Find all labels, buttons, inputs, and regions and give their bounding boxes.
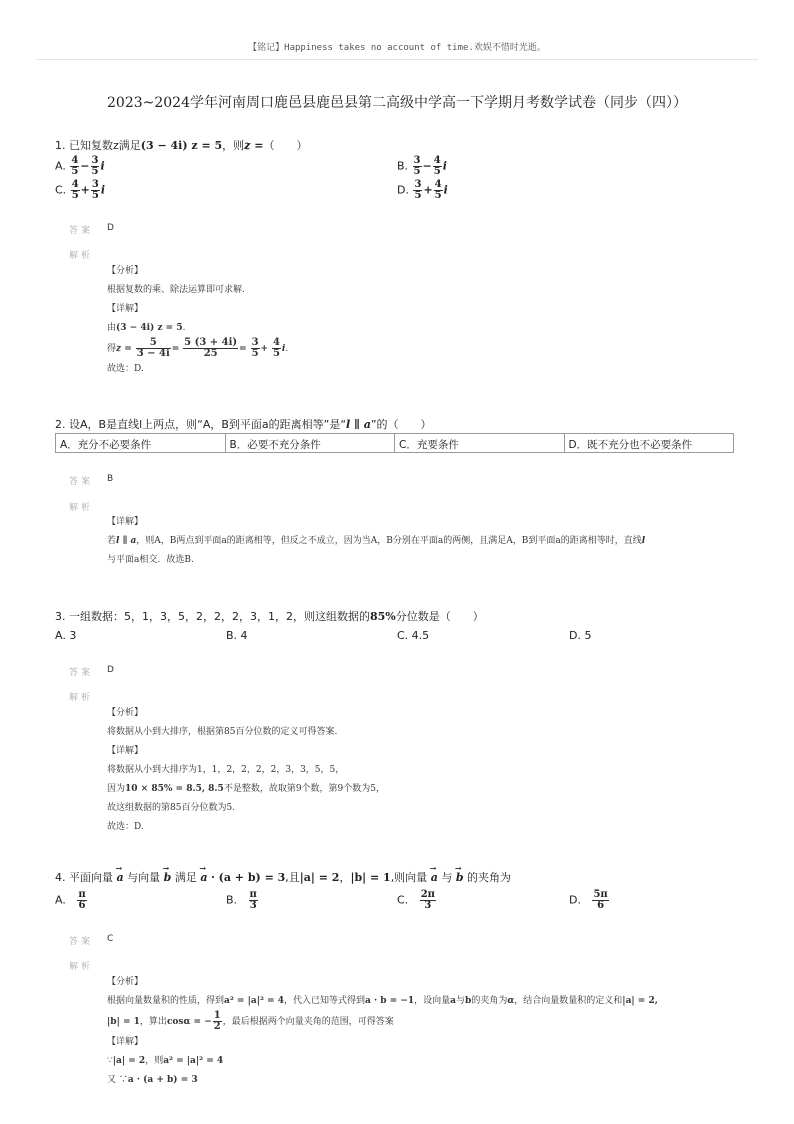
q4-option-c-frac: $\frac{2\pi}{3}$ bbox=[420, 889, 435, 911]
q4-abs-a: |a| = 2 bbox=[299, 871, 340, 884]
q1-analysis-body bbox=[107, 262, 727, 379]
q3-option-c[interactable]: C. 4.5 bbox=[397, 629, 430, 642]
q3-option-a[interactable]: A. 3 bbox=[55, 629, 77, 642]
q1-step-frac4: $\frac{4}{5}$ bbox=[272, 337, 280, 359]
q1-d-num2: 4 bbox=[434, 179, 442, 190]
q4-fenxi-frac: $\frac{1}{2}$ bbox=[213, 1010, 221, 1032]
q1-c-den1: 5 bbox=[71, 190, 79, 201]
q1-b-num1: 3 bbox=[413, 155, 421, 166]
q1-step-1: 由(3 − 4i) z = 5. bbox=[107, 323, 186, 333]
q1-stem-pre: 1. 已知复数z满足 bbox=[55, 139, 141, 152]
q4-fenxi-heading: 【分析】 bbox=[107, 977, 144, 987]
vector-b-2: → b bbox=[456, 871, 464, 884]
q1-step-2: 得z = $\frac{5}{3 - 4i}$ = $\frac{5 (3 + 4i)}{25}$ = $\frac{3}{5}$ + $\frac{4}{5}$ i. bbox=[107, 337, 289, 359]
q2-stem-pre: 2. 设A，B是直线l上两点，则“A，B到平面a的距离相等”是“ bbox=[55, 418, 347, 431]
q3-option-b[interactable]: B. 4 bbox=[226, 629, 248, 642]
q2-answer-label: 答案 bbox=[69, 477, 94, 487]
q1-c-num1: 4 bbox=[71, 179, 79, 190]
q2-line-2: 与平面a相交．故选B. bbox=[107, 555, 194, 565]
q3-line-1: 将数据从小到大排序为1，1，2，2，2，2，3，3，5，5， bbox=[107, 765, 345, 775]
q2-line-1: 若l ∥ a，则A，B两点到平面a的距离相等，但反之不成立，因为当A，B分别在平面a的两侧，且满足A，B到平面a的距离相等时，直线l bbox=[107, 536, 646, 546]
q1-option-c-frac1 bbox=[71, 180, 80, 201]
q3-fenxi-text: 将数据从小到大排序，根据第85百分位数的定义可得答案. bbox=[107, 727, 338, 737]
question-3-stem bbox=[55, 608, 484, 624]
q1-option-b[interactable]: B. $\frac{3}{5}$ − $\frac{4}{5}$ i bbox=[397, 155, 447, 177]
q1-c-sign: + bbox=[80, 183, 90, 197]
q1-option-d-frac2 bbox=[434, 180, 443, 201]
q4-step-1: ∵|a| = 2，则a² = |a|² = 4 bbox=[107, 1056, 224, 1066]
q1-a-den1: 5 bbox=[71, 166, 79, 177]
question-4-stem: 4. 平面向量 → a 与向量 → b 满足 → a · (a + b) = 3,且|a| = 2，|b| = 1,则向量 → a 与 → b 的夹角为 bbox=[55, 869, 511, 885]
q1-b-num2: 4 bbox=[433, 155, 441, 166]
q1-stem-post: （ ） bbox=[263, 139, 308, 152]
q3-analysis-body bbox=[107, 704, 727, 837]
q1-option-a-frac2 bbox=[91, 156, 100, 177]
vector-a-2: → a bbox=[200, 871, 207, 884]
q3-stem-pre: 3. 一组数据：5，1，3，5，2，2，2，3，1，2，则这组数据的 bbox=[55, 610, 370, 623]
page-title: 2023~2024学年河南周口鹿邑县鹿邑县第二高级中学高一下学期月考数学试卷（同步（四）） bbox=[107, 95, 687, 111]
q1-b-sign: − bbox=[422, 159, 432, 173]
q1-option-c[interactable]: C. $\frac{4}{5}$ + $\frac{3}{5}$ i bbox=[55, 179, 106, 201]
q2-stem-math: l ∥ a bbox=[346, 418, 371, 431]
q1-a-num2: 3 bbox=[91, 155, 99, 166]
q2-option-c[interactable]: C．充要条件 bbox=[395, 434, 565, 452]
q1-option-a-letter: A. bbox=[55, 159, 66, 173]
q4-step-2: 又 ∵a · (a + b) = 3 bbox=[107, 1075, 198, 1085]
q1-option-b-frac1 bbox=[413, 156, 422, 177]
q4-xiangjie-heading: 【详解】 bbox=[107, 1037, 144, 1047]
q2-xiangjie-heading: 【详解】 bbox=[107, 517, 144, 527]
q4-option-a-frac: $\frac{\pi}{6}$ bbox=[78, 889, 86, 911]
q1-stem-math2: z = bbox=[244, 139, 264, 152]
q1-answer-label: 答案 bbox=[69, 226, 94, 236]
q2-analysis-body bbox=[107, 513, 727, 570]
q4-answer-label: 答案 bbox=[69, 937, 94, 947]
q1-fenxi-text: 根据复数的乘、除法运算即可求解. bbox=[107, 285, 245, 295]
q3-answer-value: D bbox=[107, 665, 114, 675]
q1-c-den2: 5 bbox=[91, 190, 99, 201]
q4-option-b[interactable]: B. $\frac{\pi}{3}$ bbox=[226, 889, 257, 911]
q2-stem-post: ”的（ ） bbox=[370, 418, 432, 431]
q3-fenxi-heading: 【分析】 bbox=[107, 708, 144, 718]
q1-xiangjie-heading: 【详解】 bbox=[107, 304, 144, 314]
q4-abs-b: |b| = 1 bbox=[350, 871, 391, 884]
q4-analysis-label: 解析 bbox=[69, 962, 94, 972]
q1-option-b-letter: B. bbox=[397, 159, 409, 173]
q1-d-den1: 5 bbox=[414, 190, 422, 201]
q3-xiangjie-heading: 【详解】 bbox=[107, 746, 144, 756]
q1-option-c-frac2 bbox=[91, 180, 100, 201]
q1-b-den1: 5 bbox=[413, 166, 421, 177]
q1-option-d-frac1 bbox=[413, 180, 422, 201]
q3-answer-label: 答案 bbox=[69, 668, 94, 678]
q1-step-frac3: $\frac{3}{5}$ bbox=[251, 337, 259, 359]
q1-a-den2: 5 bbox=[91, 166, 99, 177]
q1-option-a-frac1 bbox=[70, 156, 79, 177]
vector-a-3: → a bbox=[431, 871, 438, 884]
q3-stem-post: 分位数是（ ） bbox=[395, 610, 484, 623]
q3-conclusion: 故选：D. bbox=[107, 822, 144, 832]
q4-option-d-frac: $\frac{5\pi}{6}$ bbox=[593, 889, 608, 911]
q1-answer-value: D bbox=[107, 223, 114, 233]
q4-fenxi-line-1: 根据向量数量积的性质，得到a² = |a|² = 4，代入已知等式得到a · b = −1，设向量a与b的夹角为α，结合向量数量积的定义和|a| = 2, bbox=[107, 996, 658, 1006]
q1-stem-mid: ，则 bbox=[222, 139, 245, 152]
q4-analysis-body bbox=[107, 973, 727, 1090]
q3-stem-math: 85% bbox=[369, 610, 396, 623]
q1-option-c-letter: C. bbox=[55, 183, 67, 197]
q4-option-b-frac: $\frac{\pi}{3}$ bbox=[249, 889, 257, 911]
q1-a-num1: 4 bbox=[71, 155, 79, 166]
q1-d-den2: 5 bbox=[434, 190, 442, 201]
q4-answer-value: C bbox=[107, 934, 114, 944]
q1-step-frac2: $\frac{5 (3 + 4i)}{25}$ bbox=[184, 337, 238, 359]
q4-option-d[interactable]: D. $\frac{5\pi}{6}$ bbox=[569, 889, 608, 911]
q4-option-a[interactable]: A. $\frac{\pi}{6}$ bbox=[55, 889, 86, 911]
vector-b: → b bbox=[164, 871, 172, 884]
question-2-stem bbox=[55, 416, 432, 432]
q1-conclusion: 故选：D. bbox=[107, 364, 144, 374]
q3-analysis-label: 解析 bbox=[69, 693, 94, 703]
q4-fenxi-line-2: |b| = 1，算出cosα = − $\frac{1}{2}$ ，最后根据两个向量夹角的范围，可得答案 bbox=[107, 1010, 394, 1032]
q1-fenxi-heading: 【分析】 bbox=[107, 266, 144, 276]
q2-analysis-label: 解析 bbox=[69, 503, 94, 513]
q1-option-d[interactable]: D. $\frac{3}{5}$ + $\frac{4}{5}$ i bbox=[397, 179, 448, 201]
q1-a-sign: − bbox=[80, 159, 90, 173]
q1-option-d-letter: D. bbox=[397, 183, 409, 197]
vector-a: → a bbox=[117, 871, 124, 884]
q1-analysis-label: 解析 bbox=[69, 251, 94, 261]
q3-option-d[interactable]: D. 5 bbox=[569, 629, 592, 642]
q1-option-b-frac2 bbox=[433, 156, 442, 177]
q2-options-table bbox=[55, 433, 734, 453]
q1-d-num1: 3 bbox=[414, 179, 422, 190]
question-1-stem bbox=[55, 137, 307, 153]
q1-c-num2: 3 bbox=[91, 179, 99, 190]
q1-option-a[interactable]: A. $\frac{4}{5}$ − $\frac{3}{5}$ i bbox=[55, 155, 105, 177]
q1-b-den2: 5 bbox=[433, 166, 441, 177]
q1-step-frac1: $\frac{5}{3 - 4i}$ bbox=[136, 337, 170, 359]
q2-answer-value: B bbox=[107, 474, 114, 484]
header-divider bbox=[36, 59, 758, 60]
q1-d-sign: + bbox=[423, 183, 433, 197]
q1-stem-math: (3 − 4i) z = 5 bbox=[140, 139, 223, 152]
q3-line-3: 故这组数据的第85百分位数为5. bbox=[107, 803, 236, 813]
header-motto: 【铭记】Happiness takes no account of time.欢娱不惜时光逝。 bbox=[248, 43, 546, 53]
q4-option-c[interactable]: C. $\frac{2\pi}{3}$ bbox=[397, 889, 435, 911]
q2-option-b[interactable]: B．必要不充分条件 bbox=[226, 434, 396, 452]
q2-option-a[interactable]: A．充分不必要条件 bbox=[56, 434, 226, 452]
q2-option-d[interactable]: D．既不充分也不必要条件 bbox=[568, 439, 693, 451]
q4-stem-math: · (a + b) = 3 bbox=[210, 871, 286, 884]
q3-line-2: 因为10 × 85% = 8.5, 8.5不是整数，故取第9个数，第9个数为5， bbox=[107, 784, 386, 794]
